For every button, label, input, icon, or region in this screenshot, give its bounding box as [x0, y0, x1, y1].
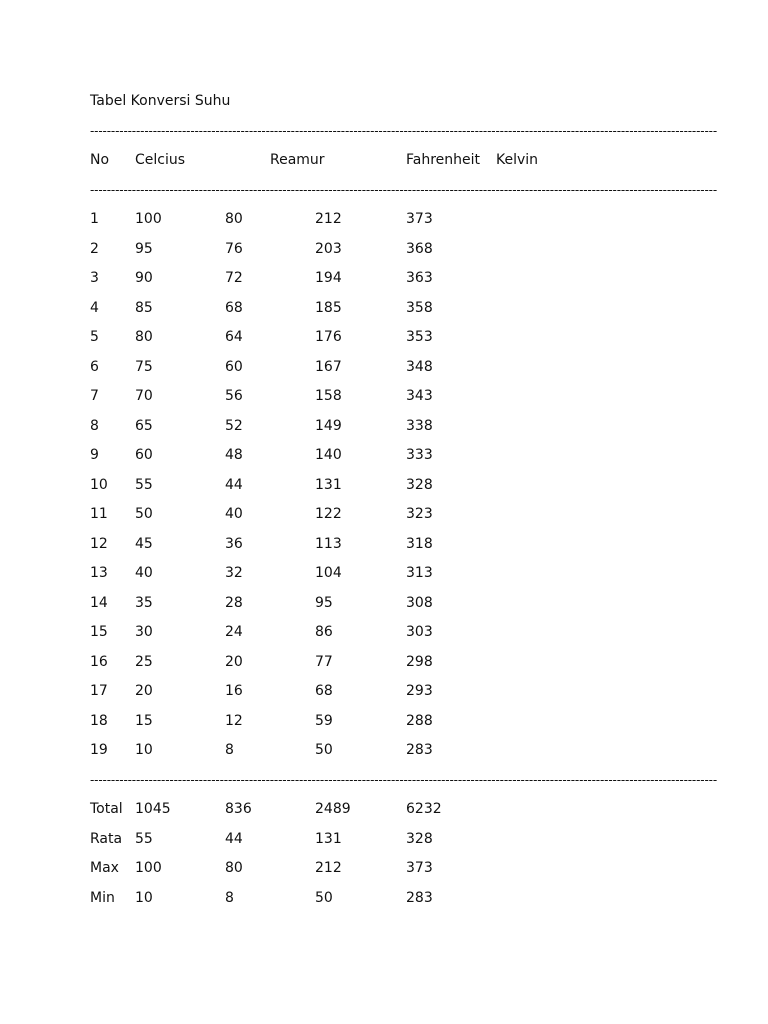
cell-celcius: 65	[135, 417, 153, 434]
cell-fahrenheit: 77	[315, 653, 333, 670]
cell-fahrenheit: 68	[315, 683, 333, 699]
cell-kelvin: 333	[406, 447, 433, 463]
cell-fahrenheit: 140	[315, 447, 342, 463]
cell-fahrenheit: 185	[315, 299, 342, 316]
cell-celcius: 55	[135, 476, 153, 493]
summary-fahrenheit: 2489	[315, 801, 351, 817]
table-row	[90, 504, 710, 524]
cell-kelvin: 368	[406, 240, 433, 257]
cell-kelvin: 288	[406, 712, 433, 729]
cell-reamur: 56	[225, 388, 243, 404]
summary-label: Min	[90, 889, 115, 906]
cell-celcius: 15	[135, 712, 153, 729]
cell-no: 4	[90, 299, 99, 316]
cell-reamur: 8	[225, 742, 234, 758]
table-row	[90, 268, 710, 288]
cell-no: 14	[90, 594, 108, 611]
cell-kelvin: 313	[406, 565, 433, 581]
summary-celcius: 1045	[135, 801, 171, 817]
cell-no: 1	[90, 211, 99, 227]
summary-kelvin: 373	[406, 860, 433, 876]
summary-kelvin: 283	[406, 889, 433, 906]
table-row	[90, 209, 710, 229]
table-row	[90, 711, 710, 731]
cell-kelvin: 323	[406, 506, 433, 522]
cell-celcius: 95	[135, 240, 153, 257]
cell-reamur: 44	[225, 476, 243, 493]
cell-reamur: 36	[225, 535, 243, 552]
table-row	[90, 534, 710, 554]
cell-no: 17	[90, 683, 108, 699]
summary-row-min	[90, 888, 710, 908]
cell-no: 9	[90, 447, 99, 463]
cell-fahrenheit: 176	[315, 329, 342, 345]
cell-kelvin: 348	[406, 358, 433, 375]
table-row	[90, 740, 710, 760]
header-no: No	[90, 152, 110, 168]
cell-reamur: 80	[225, 211, 243, 227]
cell-celcius: 25	[135, 653, 153, 670]
cell-no: 19	[90, 742, 108, 758]
rule-line-bottom: ------------------------------------------------------------------------------------------------------------------------------------------------------	[90, 773, 718, 787]
cell-no: 15	[90, 624, 108, 640]
summary-kelvin: 6232	[406, 801, 442, 817]
cell-no: 7	[90, 388, 99, 404]
cell-no: 18	[90, 712, 108, 729]
cell-reamur: 40	[225, 506, 243, 522]
cell-fahrenheit: 122	[315, 506, 342, 522]
cell-celcius: 85	[135, 299, 153, 316]
cell-kelvin: 318	[406, 535, 433, 552]
cell-no: 13	[90, 565, 108, 581]
summary-fahrenheit: 131	[315, 830, 342, 847]
cell-celcius: 35	[135, 594, 153, 611]
cell-celcius: 45	[135, 535, 153, 552]
header-kelvin: Kelvin	[496, 152, 539, 168]
cell-no: 2	[90, 240, 99, 257]
table-row	[90, 327, 710, 347]
cell-no: 6	[90, 358, 99, 375]
cell-kelvin: 283	[406, 742, 433, 758]
cell-reamur: 60	[225, 358, 243, 375]
cell-kelvin: 363	[406, 270, 433, 286]
cell-fahrenheit: 50	[315, 742, 333, 758]
cell-kelvin: 353	[406, 329, 433, 345]
summary-celcius: 100	[135, 860, 162, 876]
rule-line-middle: ------------------------------------------------------------------------------------------------------------------------------------------------------	[90, 183, 718, 197]
cell-fahrenheit: 86	[315, 624, 333, 640]
cell-reamur: 12	[225, 712, 243, 729]
summary-label: Rata	[90, 830, 123, 847]
table-row	[90, 239, 710, 259]
header-fahrenheit: Fahrenheit	[406, 152, 481, 168]
summary-fahrenheit: 212	[315, 860, 342, 876]
summary-kelvin: 328	[406, 830, 433, 847]
cell-reamur: 32	[225, 565, 243, 581]
rule-line-top: ------------------------------------------------------------------------------------------------------------------------------------------------------	[90, 124, 718, 138]
cell-fahrenheit: 158	[315, 388, 342, 404]
cell-kelvin: 298	[406, 653, 433, 670]
cell-celcius: 75	[135, 358, 153, 375]
cell-fahrenheit: 131	[315, 476, 342, 493]
cell-celcius: 20	[135, 683, 153, 699]
cell-celcius: 40	[135, 565, 153, 581]
cell-fahrenheit: 113	[315, 535, 342, 552]
header-reamur: Reamur	[270, 152, 325, 168]
table-row	[90, 386, 710, 406]
cell-reamur: 76	[225, 240, 243, 257]
cell-kelvin: 338	[406, 417, 433, 434]
summary-row-total	[90, 799, 710, 819]
summary-label: Total	[90, 801, 123, 817]
cell-celcius: 80	[135, 329, 153, 345]
cell-no: 10	[90, 476, 108, 493]
summary-celcius: 55	[135, 830, 153, 847]
summary-reamur: 80	[225, 860, 243, 876]
cell-reamur: 20	[225, 653, 243, 670]
cell-reamur: 16	[225, 683, 243, 699]
summary-reamur: 8	[225, 889, 234, 906]
cell-no: 11	[90, 506, 108, 522]
cell-reamur: 68	[225, 299, 243, 316]
summary-reamur: 836	[225, 801, 252, 817]
cell-no: 5	[90, 329, 99, 345]
table-row	[90, 416, 710, 436]
summary-label: Max	[90, 860, 119, 876]
cell-fahrenheit: 212	[315, 211, 342, 227]
cell-celcius: 30	[135, 624, 153, 640]
table-row	[90, 298, 710, 318]
cell-fahrenheit: 149	[315, 417, 342, 434]
cell-no: 16	[90, 653, 108, 670]
document-page	[90, 0, 730, 1024]
summary-celcius: 10	[135, 889, 153, 906]
table-header-row	[90, 150, 710, 170]
cell-celcius: 90	[135, 270, 153, 286]
cell-fahrenheit: 167	[315, 358, 342, 375]
header-celcius: Celcius	[135, 152, 186, 168]
cell-kelvin: 308	[406, 594, 433, 611]
summary-reamur: 44	[225, 830, 243, 847]
cell-fahrenheit: 194	[315, 270, 342, 286]
cell-fahrenheit: 104	[315, 565, 342, 581]
table-row	[90, 681, 710, 701]
cell-kelvin: 343	[406, 388, 433, 404]
summary-row-average	[90, 829, 710, 849]
summary-row-max	[90, 858, 710, 878]
cell-fahrenheit: 59	[315, 712, 333, 729]
cell-reamur: 28	[225, 594, 243, 611]
table-row	[90, 622, 710, 642]
cell-kelvin: 293	[406, 683, 433, 699]
cell-reamur: 64	[225, 329, 243, 345]
document-title: Tabel Konversi Suhu	[90, 93, 231, 109]
cell-celcius: 60	[135, 447, 153, 463]
cell-kelvin: 328	[406, 476, 433, 493]
cell-fahrenheit: 203	[315, 240, 342, 257]
cell-kelvin: 358	[406, 299, 433, 316]
cell-reamur: 48	[225, 447, 243, 463]
cell-fahrenheit: 95	[315, 594, 333, 611]
table-row	[90, 475, 710, 495]
cell-kelvin: 303	[406, 624, 433, 640]
cell-reamur: 24	[225, 624, 243, 640]
cell-no: 8	[90, 417, 99, 434]
table-row	[90, 652, 710, 672]
cell-celcius: 100	[135, 211, 162, 227]
cell-celcius: 50	[135, 506, 153, 522]
cell-celcius: 70	[135, 388, 153, 404]
table-row	[90, 445, 710, 465]
table-row	[90, 357, 710, 377]
table-row	[90, 593, 710, 613]
cell-reamur: 72	[225, 270, 243, 286]
cell-celcius: 10	[135, 742, 153, 758]
table-row	[90, 563, 710, 583]
cell-kelvin: 373	[406, 211, 433, 227]
summary-fahrenheit: 50	[315, 889, 333, 906]
cell-no: 3	[90, 270, 99, 286]
cell-reamur: 52	[225, 417, 243, 434]
cell-no: 12	[90, 535, 108, 552]
